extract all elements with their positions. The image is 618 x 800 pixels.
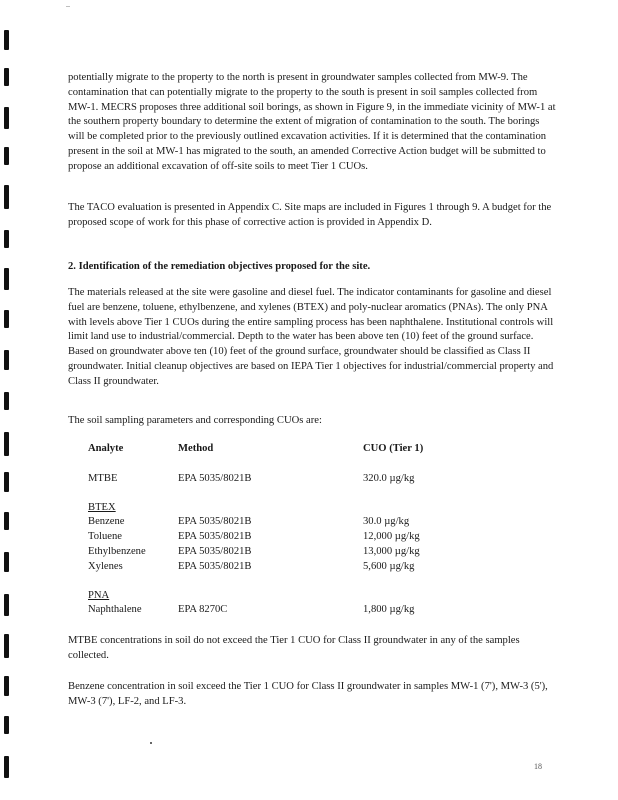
paragraph-sampling-intro: The soil sampling parameters and corresponding CUOs are: [68, 415, 322, 426]
binder-punch-mark [4, 350, 9, 370]
table-cell-cuo: 1,800 µg/kg [363, 604, 415, 615]
binder-punch-mark [4, 634, 9, 658]
table-cell-method: EPA 5035/8021B [178, 531, 252, 542]
binder-punch-mark [4, 107, 9, 129]
table-cell-cuo: 13,000 µg/kg [363, 546, 420, 557]
binder-punch-mark [4, 392, 9, 410]
table-cell-method: EPA 5035/8021B [178, 473, 252, 484]
header-mark: .. [66, 0, 70, 9]
section-heading: 2. Identification of the remediation objectives proposed for the site. [68, 261, 371, 272]
cuo-table [88, 442, 508, 622]
paragraph-taco-evaluation: The TACO evaluation is presented in Appendix C. Site maps are included in Figures 1 through 9. A budget for the proposed scope of work for this phase of corrective action is provided in Appendix D. [68, 202, 552, 228]
scan-speck [150, 742, 152, 744]
binder-punch-mark [4, 512, 9, 530]
table-cell-analyte: Ethylbenzene [88, 546, 146, 557]
table-header-cuo: CUO (Tier 1) [363, 443, 424, 454]
table-cell-analyte: Toluene [88, 531, 122, 542]
binder-punch-mark [4, 30, 9, 50]
binder-punch-mark [4, 472, 9, 492]
table-header-analyte: Analyte [88, 443, 124, 454]
paragraph-benzene-result: Benzene concentration in soil exceed the Tier 1 CUO for Class II groundwater in samples MW-1 (7'), MW-3 (5'), MW-3 (7'), LF-2, and LF-3. [68, 681, 548, 707]
binder-punch-mark [4, 552, 9, 572]
paragraph-mtbe-result: MTBE concentrations in soil do not exceed the Tier 1 CUO for Class II groundwater in any of the samples collected. [68, 635, 520, 661]
paragraph-materials-released: The materials released at the site were gasoline and diesel fuel. The indicator contaminants for gasoline and diesel fuel are benzene, toluene, ethylbenzene, and xylenes (BTEX) and poly-nuclear aromatics (PNAs). The only PNA with levels above Tier 1 CUOs during the entire sampling process has been naphthalene. Institutional controls will limit land use to industrial/commercial. Depth to the water has been above ten (10) feet of the ground surface. Based on groundwater above ten (10) feet of the ground surface, groundwater should be classified as Class II groundwater. Initial cleanup objectives are based on IEPA Tier 1 objectives for industrial/commercial property and Class II groundwater. [68, 287, 554, 387]
binder-punch-mark [4, 268, 9, 290]
page-number: 18 [534, 762, 542, 771]
table-cell-analyte: MTBE [88, 473, 118, 484]
table-cell-cuo: 12,000 µg/kg [363, 531, 420, 542]
binder-punch-mark [4, 185, 9, 209]
table-cell-method: EPA 5035/8021B [178, 546, 252, 557]
binder-punch-mark [4, 594, 9, 616]
paragraph-offsite-migration: potentially migrate to the property to the north is present in groundwater samples collected from MW-9. The contamination that can potentially migrate to the property to the south is present in soil samples collected from MW-1. MECRS proposes three additional soil borings, as shown in Figure 9, in the immediate vicinity of MW-1 at the southern property boundary to determine the extent of migration of contamination to the south. The borings will be completed prior to the previously outlined excavation activities. If it is determined that the contamination present in the soil at MW-1 has migrated to the south, an amended Corrective Action budget will be submitted to propose an additional excavation of off-site soils to meet Tier 1 CUOs. [68, 72, 556, 172]
table-cell-analyte: Xylenes [88, 561, 123, 572]
binder-punch-mark [4, 756, 9, 778]
table-cell-cuo: 320.0 µg/kg [363, 473, 415, 484]
binder-punch-mark [4, 432, 9, 456]
table-header-method: Method [178, 443, 214, 454]
table-cell-cuo: 5,600 µg/kg [363, 561, 415, 572]
table-cell-method: EPA 8270C [178, 604, 228, 615]
table-group-label-pna: PNA [88, 590, 110, 601]
table-cell-method: EPA 5035/8021B [178, 516, 252, 527]
table-cell-method: EPA 5035/8021B [178, 561, 252, 572]
binder-punch-mark [4, 147, 9, 165]
binder-punch-mark [4, 310, 9, 328]
table-cell-cuo: 30.0 µg/kg [363, 516, 410, 527]
binder-punch-mark [4, 676, 9, 696]
table-cell-analyte: Naphthalene [88, 604, 142, 615]
table-group-label-btex: BTEX [88, 502, 116, 513]
table-cell-analyte: Benzene [88, 516, 125, 527]
binder-punch-mark [4, 716, 9, 734]
binder-punch-mark [4, 68, 9, 86]
binder-punch-mark [4, 230, 9, 248]
